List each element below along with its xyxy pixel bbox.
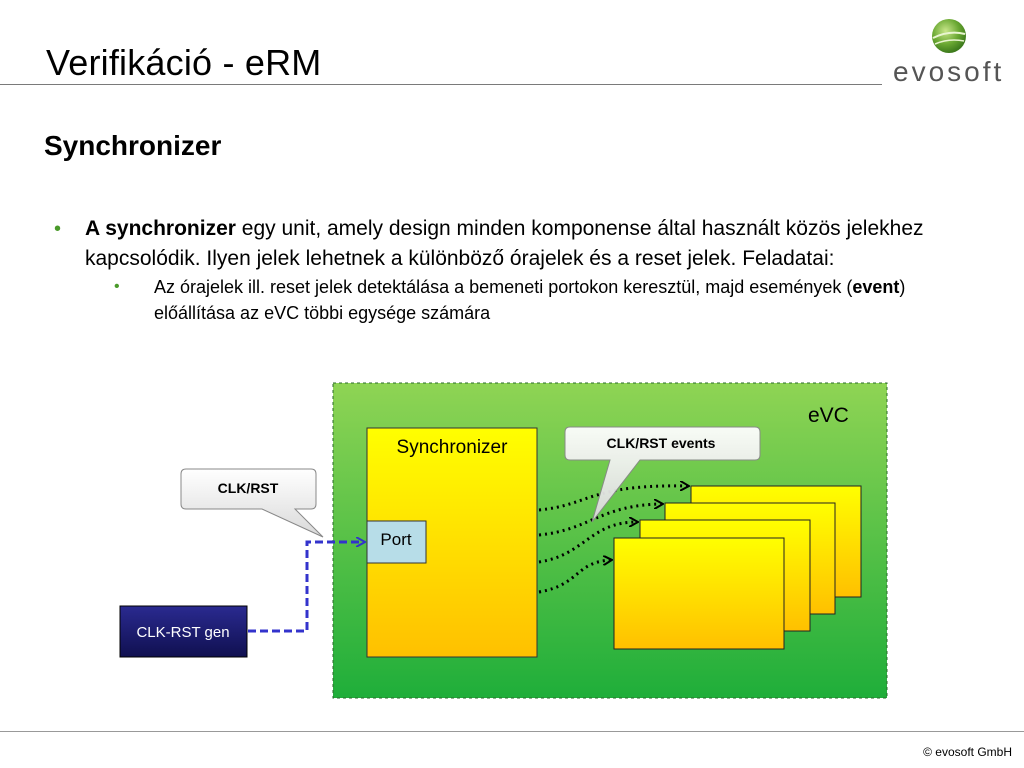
sub-bullet-dot: •	[114, 278, 120, 295]
evc-label: eVC	[808, 404, 849, 427]
bullet-2-post: ) előállítása az eVC többi egysége számára	[154, 277, 906, 323]
callout-clk-label: CLK/RST	[217, 480, 279, 496]
bullet-1-text: egy unit, amely design minden komponense által használt közös jelekhez kapcsolódik. Ilyen jelek lehetnek a különböző órajelek és a reset jelek. Feladatai:	[85, 217, 924, 270]
slide-title: Verifikáció - eRM	[46, 42, 322, 83]
port-label: Port	[380, 530, 412, 549]
section-heading: Synchronizer	[44, 130, 222, 161]
evc-unit-1	[614, 538, 784, 649]
synchronizer-label: Synchronizer	[396, 437, 508, 458]
bullet-1-bold: A synchronizer	[85, 217, 236, 240]
clk-rst-gen-label: CLK-RST gen	[136, 624, 230, 641]
footer-divider	[0, 731, 1024, 732]
callout-events-label: CLK/RST events	[606, 435, 716, 451]
bullet-2-bold: event	[852, 277, 900, 297]
bullet-2-pre: Az órajelek ill. reset jelek detektálása a bemeneti portokon keresztül, majd események (	[154, 277, 853, 297]
logo-wordmark: evosoft	[893, 56, 1005, 87]
copyright-notice: © evosoft GmbH	[923, 745, 1012, 759]
